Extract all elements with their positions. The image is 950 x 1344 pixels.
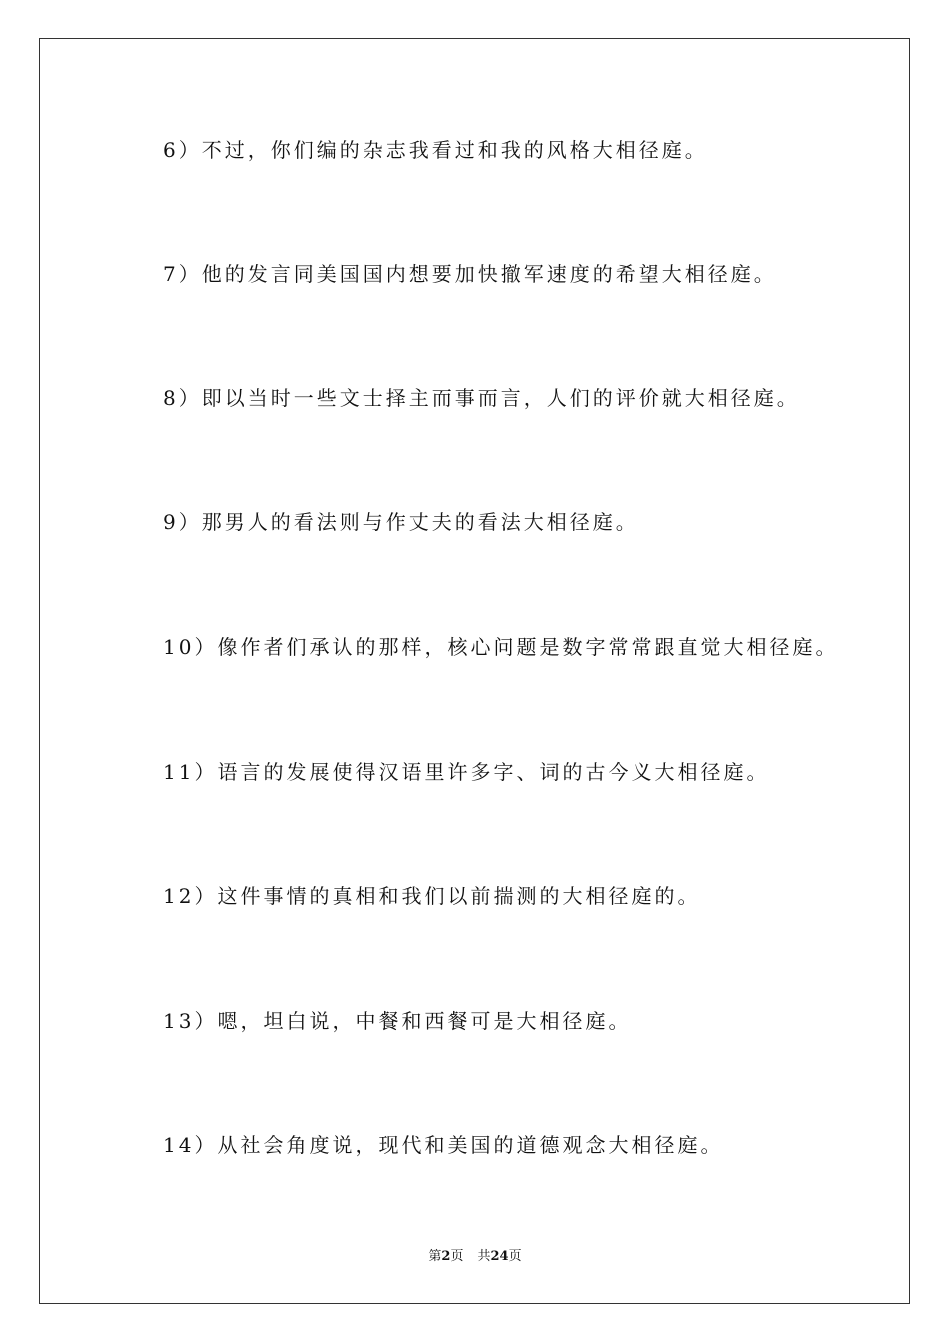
page-footer — [0, 1248, 950, 1266]
sentence-8: 8）即以当时一些文士择主而事而言，人们的评价就大相径庭。 — [163, 386, 800, 410]
sentence-13: 13）嗯，坦白说，中餐和西餐可是大相径庭。 — [163, 1009, 632, 1033]
sentence-7: 7）他的发言同美国国内想要加快撤军速度的希望大相径庭。 — [163, 262, 777, 286]
sentence-6: 6）不过，你们编的杂志我看过和我的风格大相径庭。 — [163, 138, 708, 162]
page-prefix: 第 — [428, 1249, 442, 1264]
total-prefix: 共 — [477, 1249, 491, 1264]
page-frame — [39, 38, 910, 1304]
page-suffix: 页 — [450, 1249, 464, 1264]
page-number: 2 — [441, 1249, 451, 1264]
sentence-11: 11）语言的发展使得汉语里许多字、词的古今义大相径庭。 — [163, 760, 770, 784]
sentence-12: 12）这件事情的真相和我们以前揣测的大相径庭的。 — [163, 884, 701, 908]
sentence-14: 14）从社会角度说，现代和美国的道德观念大相径庭。 — [163, 1133, 724, 1157]
total-pages: 24 — [490, 1249, 509, 1264]
sentence-9: 9）那男人的看法则与作丈夫的看法大相径庭。 — [163, 510, 639, 534]
sentence-10: 10）像作者们承认的那样，核心问题是数字常常跟直觉大相径庭。 — [163, 635, 839, 659]
total-suffix: 页 — [508, 1249, 522, 1264]
